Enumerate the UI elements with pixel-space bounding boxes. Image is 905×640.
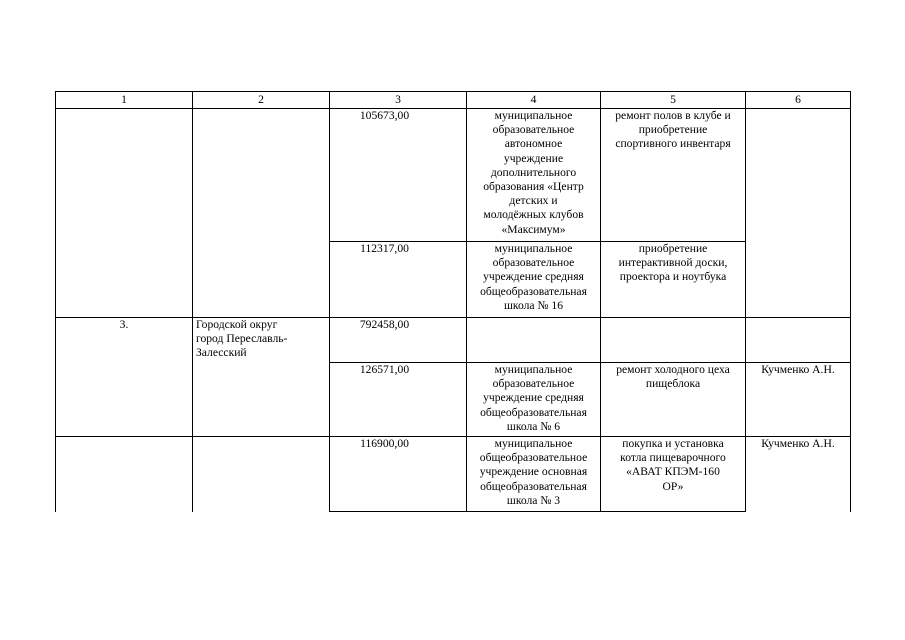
purpose-text: ремонт холодного цеха пищеблока: [616, 363, 730, 391]
amount-value: 126571,00: [359, 363, 410, 376]
purpose-cell: [601, 437, 746, 512]
column-number: 6: [746, 92, 851, 109]
column-number: 2: [193, 92, 330, 109]
amount-cell: [330, 242, 467, 318]
institution-name: муниципальное образовательное учреждение средняя общеобразовательная школа № 6: [480, 363, 587, 433]
amount-cell: [330, 363, 467, 437]
amount-cell: [330, 437, 467, 512]
responsible-cell: [746, 363, 851, 437]
column-number: 3: [330, 92, 467, 109]
amount-cell: [330, 318, 467, 363]
purpose-cell: [601, 318, 746, 363]
institution-cell: [467, 318, 601, 363]
column-number: 5: [601, 92, 746, 109]
responsible-cell: [746, 109, 851, 318]
amount-value: 792458,00: [359, 318, 410, 331]
data-table: [55, 91, 851, 512]
municipality-cell: [193, 437, 330, 512]
institution-name: муниципальное образовательное учреждение средняя общеобразовательная школа № 16: [480, 242, 587, 312]
amount-cell: [330, 109, 467, 242]
row-number: 3.: [119, 318, 129, 331]
row-number-cell: [56, 109, 193, 318]
amount-value: 112317,00: [360, 242, 409, 255]
purpose-cell: [601, 109, 746, 242]
municipality-name: Городской округ город Переславль- Залесский: [196, 318, 288, 360]
responsible-person: Кучменко А.Н.: [761, 437, 835, 450]
purpose-text: приобретение интерактивной доски, проектора и ноутбука: [618, 242, 728, 284]
purpose-cell: [601, 242, 746, 318]
institution-cell: [467, 363, 601, 437]
row-number-cell: [56, 437, 193, 512]
institution-name: муниципальное общеобразовательное учреждение основная общеобразовательная школа № 3: [479, 437, 588, 507]
amount-value: 105673,00: [359, 109, 410, 122]
municipality-cell: [193, 109, 330, 318]
responsible-cell: [746, 318, 851, 363]
purpose-text: покупка и установка котла пищеварочного «АВАТ КПЭМ-160 ОР»: [620, 437, 726, 493]
purpose-cell: [601, 363, 746, 437]
table-row: [56, 109, 851, 242]
municipality-cell: [193, 318, 330, 437]
institution-cell: [467, 437, 601, 512]
column-number: 1: [56, 92, 193, 109]
table-row: [56, 318, 851, 363]
column-number: 4: [467, 92, 601, 109]
amount-value: 116900,00: [360, 437, 409, 450]
purpose-text: ремонт полов в клубе и приобретение спортивного инвентаря: [615, 109, 731, 151]
institution-cell: [467, 109, 601, 242]
institution-name: муниципальное образовательное автономное учреждение дополнительного образования «Центр детских и молодёжных клубов «Максимум»: [483, 109, 584, 236]
table-row: [56, 437, 851, 512]
column-number-row: [56, 92, 851, 109]
responsible-person: Кучменко А.Н.: [761, 363, 835, 376]
institution-cell: [467, 242, 601, 318]
row-number-cell: [56, 318, 193, 437]
responsible-cell: [746, 437, 851, 512]
